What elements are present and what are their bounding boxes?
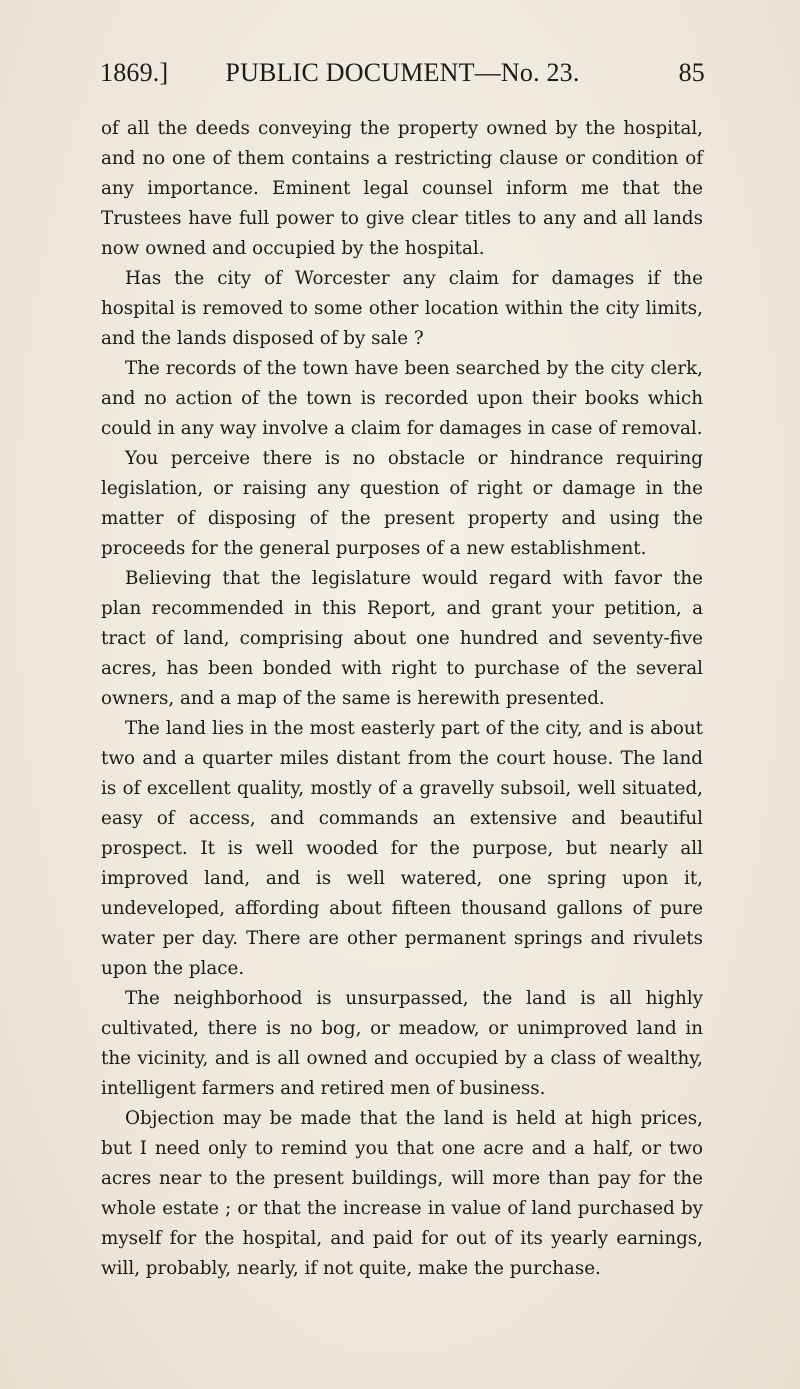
paragraph: Believing that the legislature would regard with favor the plan recommended in this Report, and grant your petition, a tract of land, comprising about one hundred and seventy-five acres, has been bonded with right to purchase of the several owners, and a map of the same is herewith presented. [101, 568, 703, 709]
body-text [101, 114, 703, 1284]
paragraph: The neighborhood is unsurpassed, the land is all highly cultivated, there is no bog, or meadow, or unimproved land in the vicinity, and is all owned and occupied by a class of wealthy, intelligent farmers and retired men of business. [101, 988, 703, 1099]
paragraph: of all the deeds conveying the property owned by the hospital, and no one of them contains a restricting clause or condition of any importance. Eminent legal counsel inform me that the Trustees have full power to give clear titles to any and all lands now owned and occupied by the hospital. [101, 118, 703, 259]
paragraph: You perceive there is no obstacle or hindrance requiring legislation, or raising any question of right or damage in the matter of disposing of the present property and using the proceeds for the general purposes of a new establishment. [101, 448, 703, 559]
paragraph: Objection may be made that the land is held at high prices, but I need only to remind you that one acre and a half, or two acres near to the present buildings, will more than pay for the whole estate ; or that the increase in value of land purchased by myself for the hospital, and paid for out of its yearly earnings, will, probably, nearly, if not quite, make the purchase. [101, 1108, 703, 1279]
paragraph: The land lies in the most easterly part of the city, and is about two and a quarter miles distant from the court house. The land is of excellent quality, mostly of a gravelly subsoil, well situated, easy of access, and commands an extensive and beautiful prospect. It is well wooded for the purpose, but nearly all improved land, and is well watered, one spring upon it, undeveloped, affording about fifteen thousand gallons of pure water per day. There are other permanent springs and rivulets upon the place. [101, 718, 703, 979]
paragraph: Has the city of Worcester any claim for damages if the hospital is removed to some other location within the city limits, and the lands disposed of by sale ? [101, 268, 703, 349]
header-year: 1869.] [100, 58, 169, 87]
paragraph: The records of the town have been searched by the city clerk, and no action of the town is recorded upon their books which could in any way involve a claim for damages in case of removal. [101, 358, 703, 439]
running-header [100, 58, 705, 94]
page-number: 85 [678, 58, 705, 87]
header-title: PUBLIC DOCUMENT—No. 23. [225, 58, 580, 87]
